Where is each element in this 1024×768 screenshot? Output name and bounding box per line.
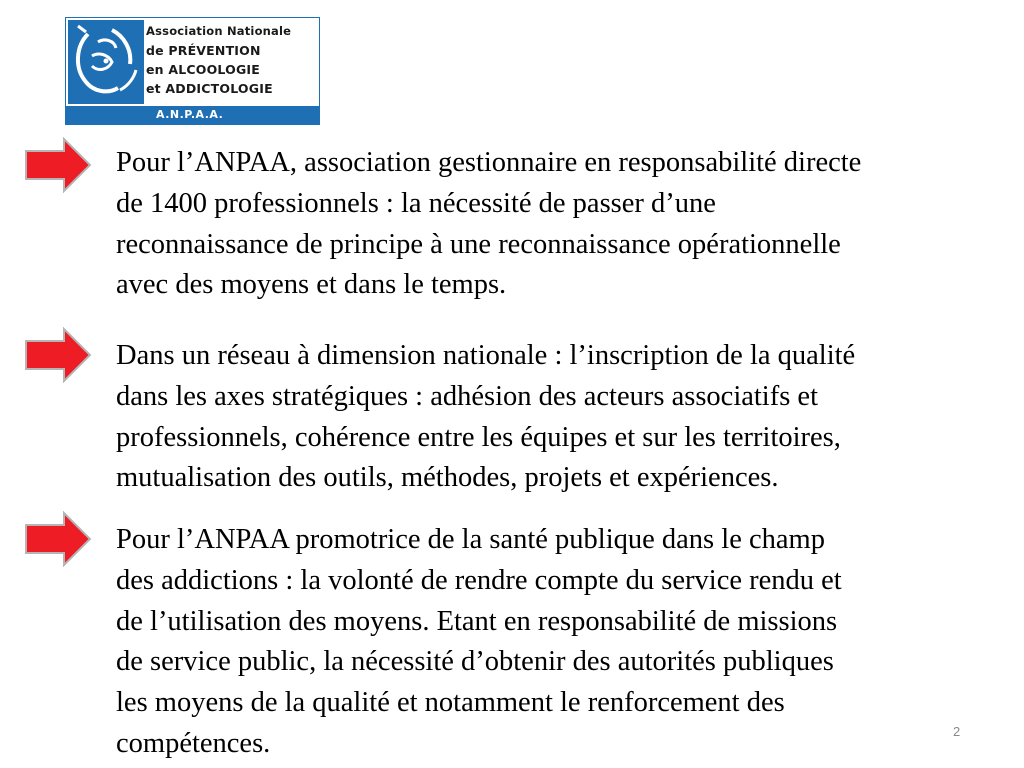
anpaa-logo <box>65 17 320 125</box>
logo-emblem-graphic <box>68 20 144 104</box>
logo-text <box>146 22 316 102</box>
bullet-text-2: Dans un réseau à dimension nationale : l’inscription de la qualité dans les axes stratégiques : adhésion des acteurs associatifs et professionnels, cohérence entre les équipes et sur les territoires, mutualisation des outils, méthodes, projets et expériences. <box>116 340 856 494</box>
bullet-text-3: Pour l’ANPAA promotrice de la santé publique dans le champ des addictions : la volonté de rendre compte du service rendu et de l’utilisation des moyens. Etant en responsabilité de missions de service public, la nécessité d’obtenir des autorités publiques les moyens de la qualité et notamment le renforcement des compétences. <box>116 524 842 759</box>
logo-line-4: et ADDICTOLOGIE <box>146 81 273 96</box>
logo-line-2: de PRÉVENTION <box>146 43 261 58</box>
logo-line-1: Association Nationale <box>146 24 292 38</box>
right-arrow-icon <box>24 327 92 383</box>
logo-emblem-icon <box>68 20 144 104</box>
logo-top-area <box>66 18 319 106</box>
logo-acronym: A.N.P.A.A. <box>156 108 224 121</box>
page-number: 2 <box>953 724 961 739</box>
right-arrow-icon <box>24 511 92 567</box>
logo-line-3: en ALCOOLOGIE <box>146 62 260 77</box>
bullet-text-1: Pour l’ANPAA, association gestionnaire en responsabilité directe de 1400 professionnels : la nécessité de passer d’une reconnaissance de principe à une reconnaissance opérationnelle avec des moyens et dans le temps. <box>116 147 862 301</box>
right-arrow-icon <box>24 137 92 193</box>
